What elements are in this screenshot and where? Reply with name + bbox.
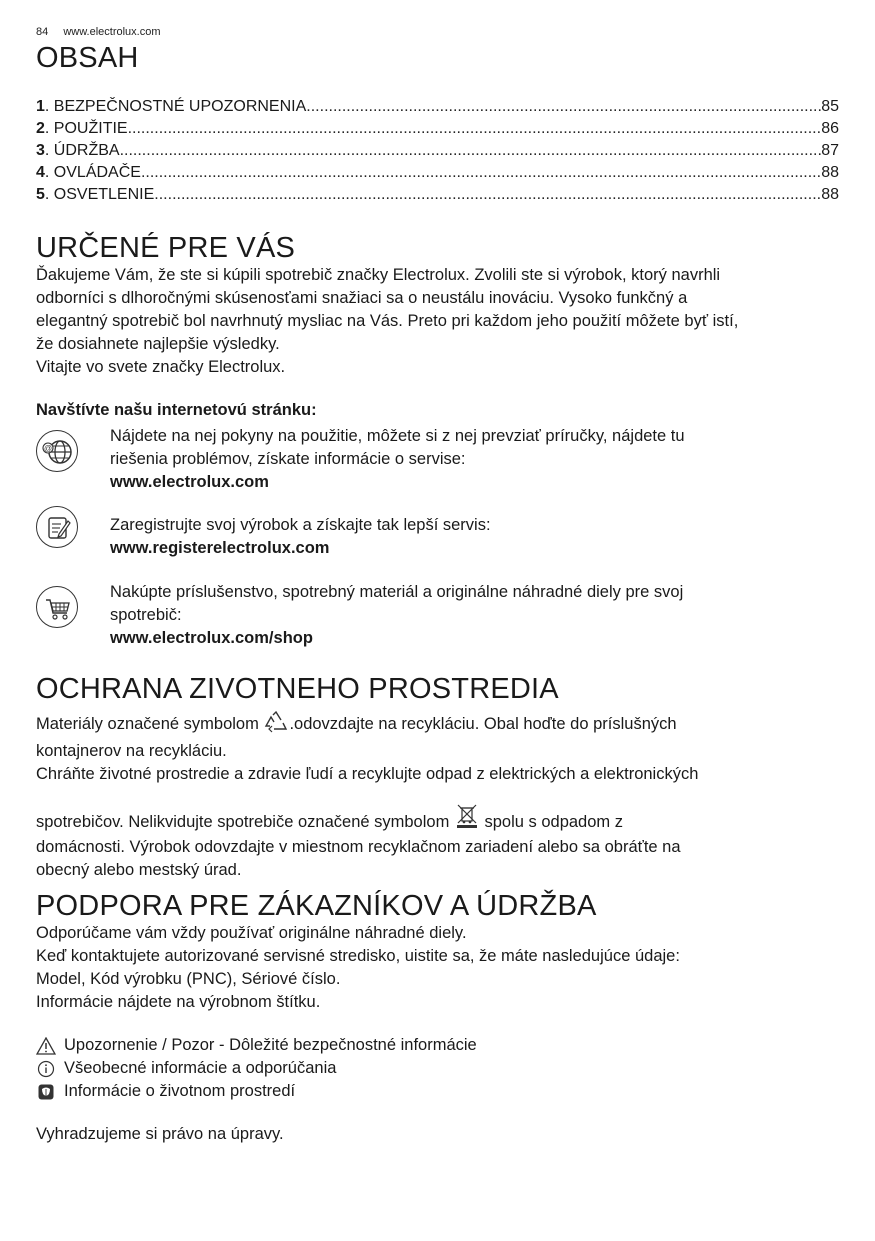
env-line: Chráňte životné prostredie a zdravie ľudí a recyklujte odpad z elektrických a elektronických <box>36 765 699 783</box>
info-icon <box>36 1060 56 1078</box>
visit-line: spotrebič: <box>110 606 182 624</box>
intro-line: elegantný spotrebič bol navrhnutý mysliac na Vás. Preto pri každom jeho použití môžete byť istí, <box>36 312 739 330</box>
toc-item-number: 3 <box>36 142 45 159</box>
shop-link[interactable]: www.electrolux.com/shop <box>110 629 313 647</box>
toc-leader <box>154 184 821 206</box>
toc-item-label: . OVLÁDAČE <box>44 164 141 181</box>
support-line: Model, Kód výrobku (PNC), Sériové číslo. <box>36 970 341 988</box>
intro-paragraph <box>36 264 839 379</box>
intro-line: Vitajte vo svete značky Electrolux. <box>36 358 286 376</box>
toc-item-label: . ÚDRŽBA <box>44 142 120 159</box>
toc-item-number: 4 <box>36 164 45 181</box>
toc-leader <box>141 162 821 184</box>
visit-line: Nájdete na nej pokyny na použitie, môžete si z nej prevziať príručky, nájdete tu <box>110 427 685 445</box>
environment-leaf-icon <box>36 1083 56 1101</box>
toc-item-page: 88 <box>821 164 839 181</box>
environment-paragraph-2 <box>36 803 839 836</box>
toc-item[interactable] <box>36 162 839 184</box>
intro-line: Ďakujeme Vám, že ste si kúpili spotrebič značky Electrolux. Zvolili ste si výrobok, ktorý navrhli <box>36 266 721 284</box>
rights-notice: Vyhradzujeme si právo na úpravy. <box>36 1125 284 1143</box>
register-form-icon <box>36 506 78 548</box>
page-header <box>36 26 161 38</box>
legend-item <box>36 1080 477 1103</box>
env-text: .odovzdajte na recykláciu. Obal hoďte do príslušných <box>289 715 677 733</box>
env-line: domácnosti. Výrobok odovzdajte v miestnom recyklačnom zariadení alebo sa obráťte na <box>36 838 681 856</box>
environment-text <box>36 711 839 882</box>
toc-item-number: 1 <box>36 98 45 115</box>
visit-item-text <box>110 514 810 560</box>
env-text: spotrebičov. Nelikvidujte spotrebiče označené symbolom <box>36 813 454 831</box>
register-link[interactable]: www.registerelectrolux.com <box>110 539 330 557</box>
page-number: 84 <box>36 26 49 38</box>
toc-item[interactable] <box>36 184 839 206</box>
environment-title: OCHRANA ZIVOTNEHO PROSTREDIA <box>36 673 559 705</box>
environment-paragraph-1 <box>36 711 839 740</box>
legend-item <box>36 1034 477 1057</box>
electrolux-link[interactable]: www.electrolux.com <box>110 473 269 491</box>
intro-title: URČENÉ PRE VÁS <box>36 232 296 264</box>
visit-line: Zaregistrujte svoj výrobok a získajte tak lepší servis: <box>110 516 491 534</box>
support-text <box>36 922 839 1014</box>
recycle-icon <box>263 711 289 740</box>
toc-item-number: 5 <box>36 186 45 203</box>
warning-triangle-icon <box>36 1037 56 1055</box>
intro-line: že dosiahnete najlepšie výsledky. <box>36 335 280 353</box>
support-line: Odporúčame vám vždy používať originálne náhradné diely. <box>36 924 467 942</box>
toc-leader <box>128 118 822 140</box>
env-line: kontajnerov na recykláciu. <box>36 742 227 760</box>
visit-heading: Navštívte našu internetovú stránku: <box>36 401 317 419</box>
table-of-contents <box>36 96 839 206</box>
toc-item[interactable] <box>36 140 839 162</box>
toc-item[interactable] <box>36 96 839 118</box>
toc-item-page: 88 <box>821 186 839 203</box>
env-line: obecný alebo mestský úrad. <box>36 861 242 879</box>
toc-item-page: 87 <box>821 142 839 159</box>
web-globe-icon <box>36 430 78 472</box>
legend-item <box>36 1057 477 1080</box>
shopping-cart-icon <box>36 586 78 628</box>
legend-text: Informácie o životnom prostredí <box>64 1082 296 1100</box>
visit-item-text <box>110 425 810 494</box>
visit-item-text <box>110 581 810 650</box>
toc-item-page: 86 <box>821 120 839 137</box>
symbol-legend <box>36 1034 477 1103</box>
legend-text: Všeobecné informácie a odporúčania <box>64 1059 337 1077</box>
toc-item-page: 85 <box>821 98 839 115</box>
header-site[interactable]: www.electrolux.com <box>63 26 161 38</box>
env-text: Materiály označené symbolom <box>36 715 264 733</box>
visit-line: riešenia problémov, získate informácie o servise: <box>110 450 466 468</box>
crossed-bin-icon <box>454 803 480 836</box>
toc-item[interactable] <box>36 118 839 140</box>
toc-item-label: . POUŽITIE <box>44 120 128 137</box>
toc-item-label: . OSVETLENIE <box>44 186 155 203</box>
visit-line: Nakúpte príslušenstvo, spotrebný materiál a originálne náhradné diely pre svoj <box>110 583 684 601</box>
toc-leader <box>306 96 821 118</box>
toc-item-label: . BEZPEČNOSTNÉ UPOZORNENIA <box>44 98 307 115</box>
support-line: Keď kontaktujete autorizované servisné stredisko, uistite sa, že máte nasledujúce údaje: <box>36 947 680 965</box>
svg-text:@: @ <box>43 444 53 453</box>
toc-title: OBSAH <box>36 42 139 74</box>
intro-line: odborníci s dlhoročnými skúsenosťami snažiaci sa o neustálu inováciu. Vysoko funkčný a <box>36 289 688 307</box>
toc-leader <box>120 140 822 162</box>
toc-item-number: 2 <box>36 120 45 137</box>
env-text: spolu s odpadom z <box>479 813 623 831</box>
support-title: PODPORA PRE ZÁKAZNÍKOV A ÚDRŽBA <box>36 890 597 922</box>
support-line: Informácie nájdete na výrobnom štítku. <box>36 993 321 1011</box>
legend-text: Upozornenie / Pozor - Dôležité bezpečnostné informácie <box>64 1036 477 1054</box>
